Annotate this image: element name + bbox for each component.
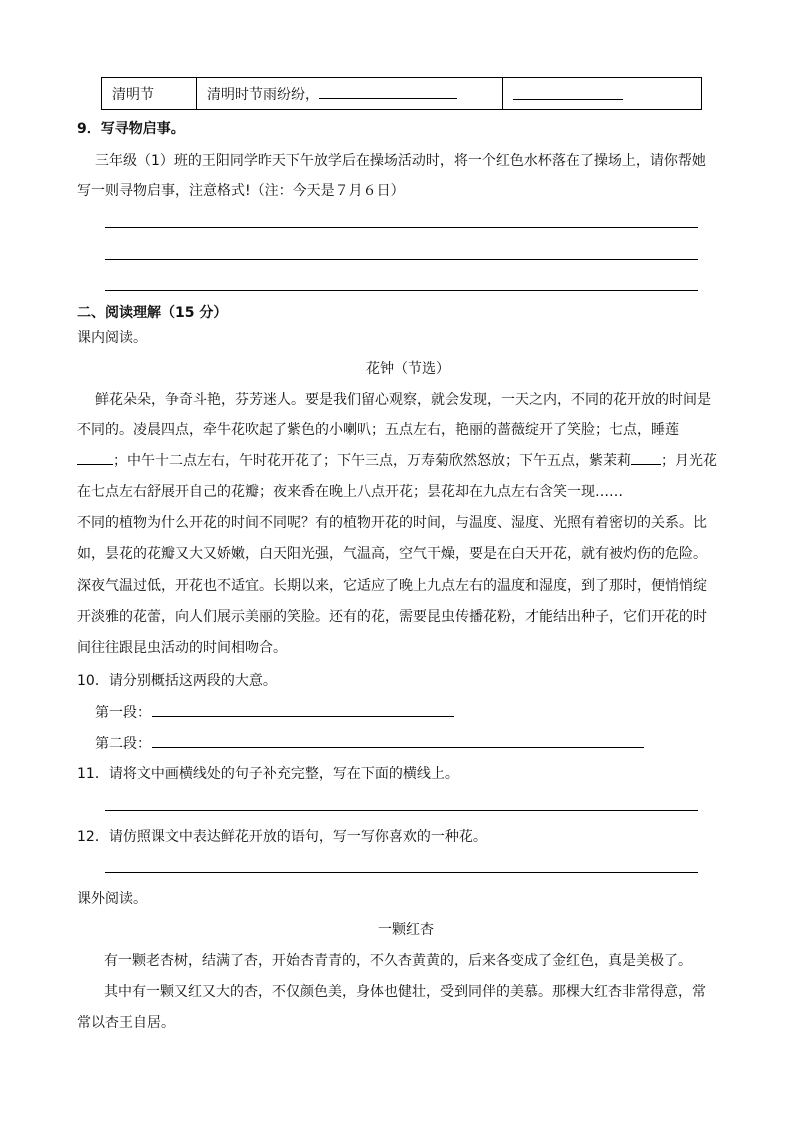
passage1-p1-line3-text-a: ；中午十二点左右，午时花开花了；下午三点，万寿菊欣然怒放；下午五点，紫茉莉	[113, 453, 631, 469]
passage1-p1-line1: 鲜花朵朵，争奇斗艳，芬芳迷人。要是我们留心观察，就会发现，一天之内，不同的花开放的时间是	[95, 392, 711, 408]
q9-prompt-line1: 三年级（1）班的王阳同学昨天下午放学后在操场活动时，将一个红色水杯落在了操场上，请你帮她	[95, 153, 706, 169]
q12-answer-line[interactable]	[105, 872, 698, 873]
q12-title: 12．请仿照课文中表达鲜花开放的语句，写一写你喜欢的一种花。	[77, 829, 487, 845]
verse-blank[interactable]	[319, 83, 457, 99]
passage2-p2-line2: 常以杏王自居。	[77, 1015, 175, 1031]
outclass-label: 课外阅读。	[77, 891, 147, 907]
section2-heading: 二、阅读理解（15 分）	[77, 305, 228, 321]
table-row	[102, 78, 702, 110]
passage1-title: 花钟（节选）	[366, 361, 450, 377]
q11-answer-line[interactable]	[105, 810, 698, 811]
q10-title: 10．请分别概括这两段的大意。	[77, 673, 277, 689]
passage1-p2-line4: 开淡雅的花蕾，向人们展示美丽的笑脸。还有的花，需要昆虫传播花粉，才能结出种子，它们开花的时	[77, 609, 707, 625]
passage1-p2-line2: 如，昙花的花瓣又大又娇嫩，白天阳光强，气温高，空气干燥，要是在白天开花，就有被灼伤的危险。	[77, 546, 707, 562]
q9-answer-line-2[interactable]	[105, 259, 698, 260]
q10-second-line[interactable]	[152, 747, 644, 748]
q10-first-line[interactable]	[152, 716, 454, 717]
passage2-p1: 有一颗老杏树，结满了杏，开始杏青青的，不久杏黄黄的，后来各变成了金红色，真是美极了。	[104, 953, 692, 969]
inclass-label: 课内阅读。	[77, 330, 147, 346]
q9-answer-line-1[interactable]	[105, 227, 698, 228]
passage1-p1-line4: 在七点左右舒展开自己的花瓣；夜来香在晚上八点开花；昙花却在九点左右含笑一现……	[77, 484, 623, 500]
passage1-p1-line2: 不同的。凌晨四点，牵牛花吹起了紫色的小喇叭；五点左右，艳丽的蔷薇绽开了笑脸；七点，睡莲	[77, 422, 679, 438]
q9-answer-line-3[interactable]	[105, 290, 698, 291]
passage1-p2-line1: 不同的植物为什么开花的时间不同呢？有的植物开花的时间，与温度、湿度、光照有着密切的关系。比	[77, 515, 707, 531]
answer-cell	[503, 78, 702, 110]
passage2-p2-line1: 其中有一颗又红又大的杏，不仅颜色美，身体也健壮，受到同伴的美慕。那棵大红杏非常得意，常	[104, 984, 706, 1000]
passage1-p1-line3	[77, 450, 717, 470]
answer-blank[interactable]	[513, 84, 623, 100]
passage2-title: 一颗红杏	[378, 922, 434, 938]
poem-table	[101, 77, 702, 110]
q11-title: 11．请将文中画横线处的句子补充完整，写在下面的横线上。	[77, 766, 459, 782]
passage1-p2-line5: 间往往跟昆虫活动的时间相吻合。	[77, 640, 287, 656]
fill-blank-1[interactable]	[77, 450, 113, 465]
festival-cell: 清明节	[102, 78, 197, 110]
passage1-p1-line3-text-b: ；月光花	[661, 453, 717, 469]
verse-cell	[197, 78, 503, 110]
fill-blank-2[interactable]	[631, 450, 661, 465]
passage1-p2-line3: 深夜气温过低，开花也不适宜。长期以来，它适应了晚上九点左右的温度和湿度，到了那时，便悄悄绽	[77, 578, 707, 594]
q9-prompt-line2: 写一则寻物启事，注意格式!（注：今天是７月６日）	[77, 183, 405, 199]
q9-title: 9．写寻物启事。	[77, 121, 185, 137]
verse-text: 清明时节雨纷纷，	[207, 87, 319, 103]
q10-first-label: 第一段：	[95, 705, 151, 721]
q10-second-label: 第二段：	[95, 736, 151, 752]
